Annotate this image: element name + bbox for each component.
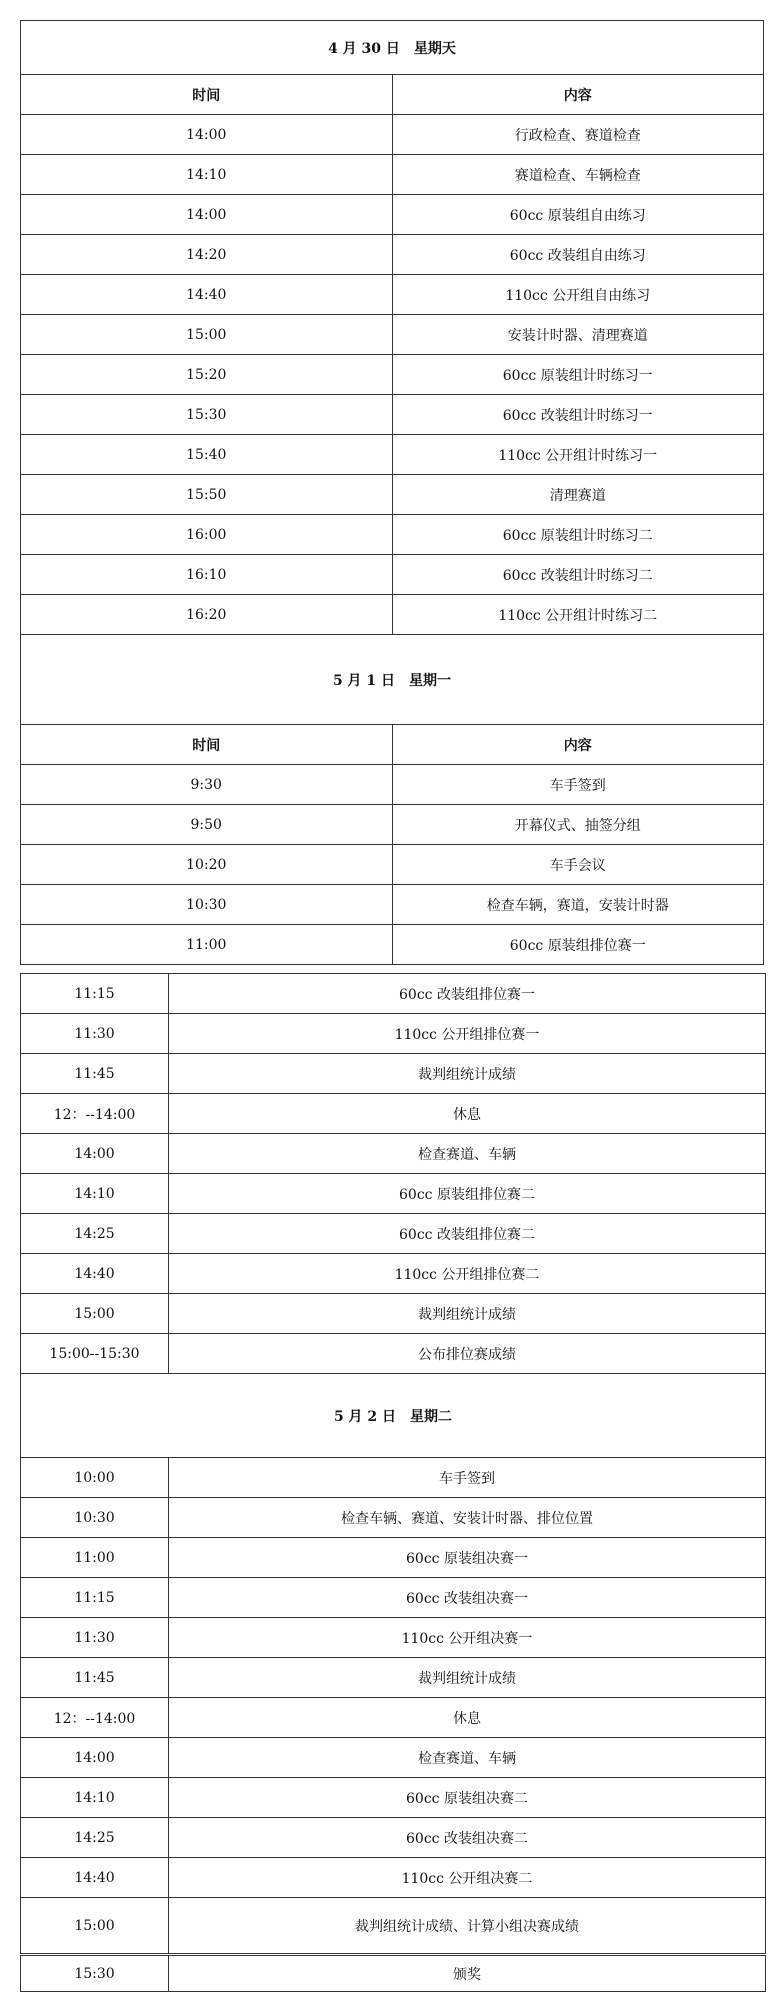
time-cell: 11:45	[21, 1658, 169, 1698]
table-row	[21, 235, 764, 275]
time-cell: 14:25	[21, 1818, 169, 1858]
content-cell: 60cc 原装组计时练习一	[392, 355, 764, 395]
time-cell: 14:10	[21, 1778, 169, 1818]
time-cell: 11:15	[21, 974, 169, 1014]
table-row	[21, 1334, 766, 1374]
table-row	[21, 885, 764, 925]
time-cell: 15:30	[21, 395, 393, 435]
time-cell: 15:40	[21, 435, 393, 475]
header-content: 内容	[392, 725, 764, 765]
table-row	[21, 1818, 766, 1858]
content-cell: 60cc 改装组排位赛一	[169, 974, 766, 1014]
time-cell: 11:45	[21, 1054, 169, 1094]
day-header-row	[21, 635, 764, 725]
time-cell: 14:00	[21, 115, 393, 155]
table-row	[21, 115, 764, 155]
table-row	[21, 1898, 766, 1954]
day-header-row	[21, 1374, 766, 1458]
content-cell: 检查车辆，赛道，安装计时器	[392, 885, 764, 925]
time-cell: 10:30	[21, 885, 393, 925]
content-cell: 110cc 公开组排位赛二	[169, 1254, 766, 1294]
day-title-may1: 5 月 1 日 星期一	[21, 635, 764, 725]
table-row	[21, 925, 764, 965]
table-row	[21, 195, 764, 235]
content-cell: 110cc 公开组决赛一	[169, 1618, 766, 1658]
time-cell: 10:30	[21, 1498, 169, 1538]
time-cell: 14:40	[21, 1858, 169, 1898]
table-row	[21, 275, 764, 315]
table-row	[21, 1498, 766, 1538]
table-row	[21, 1458, 766, 1498]
content-cell: 60cc 原装组自由练习	[392, 195, 764, 235]
table-row	[21, 315, 764, 355]
table-row	[21, 1134, 766, 1174]
content-cell: 休息	[169, 1094, 766, 1134]
content-cell: 公布排位赛成绩	[169, 1334, 766, 1374]
schedule-table-2	[20, 973, 766, 1954]
content-cell: 清理赛道	[392, 475, 764, 515]
header-time: 时间	[21, 75, 393, 115]
time-cell: 15:20	[21, 355, 393, 395]
content-cell: 60cc 原装组排位赛一	[392, 925, 764, 965]
content-cell: 裁判组统计成绩、计算小组决赛成绩	[169, 1898, 766, 1954]
table-row	[21, 155, 764, 195]
content-cell: 裁判组统计成绩	[169, 1658, 766, 1698]
time-cell: 15:30	[21, 1956, 169, 1992]
time-cell: 11:00	[21, 925, 393, 965]
time-cell: 11:15	[21, 1578, 169, 1618]
table-row	[21, 845, 764, 885]
time-cell: 14:40	[21, 1254, 169, 1294]
table-row	[21, 1538, 766, 1578]
time-cell: 15:00--15:30	[21, 1334, 169, 1374]
table-row	[21, 355, 764, 395]
time-cell: 14:25	[21, 1214, 169, 1254]
content-cell: 60cc 原装组排位赛二	[169, 1174, 766, 1214]
header-content: 内容	[392, 75, 764, 115]
table-row	[21, 765, 764, 805]
content-cell: 裁判组统计成绩	[169, 1294, 766, 1334]
time-cell: 15:00	[21, 1294, 169, 1334]
table-row	[21, 1858, 766, 1898]
day-header-row	[21, 21, 764, 75]
time-cell: 10:20	[21, 845, 393, 885]
content-cell: 60cc 改装组计时练习二	[392, 555, 764, 595]
content-cell: 110cc 公开组决赛二	[169, 1858, 766, 1898]
schedule-table-1	[20, 20, 764, 965]
table-row	[21, 1294, 766, 1334]
column-header-row	[21, 75, 764, 115]
time-cell: 16:00	[21, 515, 393, 555]
time-cell: 14:10	[21, 1174, 169, 1214]
table-row	[21, 595, 764, 635]
table-row	[21, 1698, 766, 1738]
table-row	[21, 555, 764, 595]
table-row	[21, 1738, 766, 1778]
table-row	[21, 1254, 766, 1294]
table-row	[21, 974, 766, 1014]
time-cell: 16:20	[21, 595, 393, 635]
table-row	[21, 1174, 766, 1214]
table-row	[21, 1014, 766, 1054]
table-row	[21, 1658, 766, 1698]
content-cell: 60cc 原装组决赛二	[169, 1778, 766, 1818]
table-row	[21, 515, 764, 555]
content-cell: 安装计时器、清理赛道	[392, 315, 764, 355]
content-cell: 颁奖	[169, 1956, 766, 1992]
content-cell: 休息	[169, 1698, 766, 1738]
time-cell: 9:30	[21, 765, 393, 805]
time-cell: 14:10	[21, 155, 393, 195]
table-row	[21, 395, 764, 435]
time-cell: 14:00	[21, 1134, 169, 1174]
time-cell: 15:00	[21, 1898, 169, 1954]
table-row	[21, 1578, 766, 1618]
content-cell: 60cc 改装组决赛二	[169, 1818, 766, 1858]
table-row	[21, 805, 764, 845]
table-row	[21, 1094, 766, 1134]
content-cell: 检查赛道、车辆	[169, 1738, 766, 1778]
content-cell: 检查赛道、车辆	[169, 1134, 766, 1174]
content-cell: 60cc 改装组决赛一	[169, 1578, 766, 1618]
table-row	[21, 1054, 766, 1094]
content-cell: 110cc 公开组排位赛一	[169, 1014, 766, 1054]
time-cell: 15:00	[21, 315, 393, 355]
content-cell: 车手签到	[169, 1458, 766, 1498]
time-cell: 10:00	[21, 1458, 169, 1498]
time-cell: 14:00	[21, 1738, 169, 1778]
time-cell: 15:50	[21, 475, 393, 515]
schedule-table-3	[20, 1955, 766, 1992]
table-row	[21, 1956, 766, 1992]
table-row	[21, 435, 764, 475]
table-row	[21, 475, 764, 515]
content-cell: 60cc 改装组排位赛二	[169, 1214, 766, 1254]
content-cell: 110cc 公开组计时练习一	[392, 435, 764, 475]
content-cell: 60cc 原装组决赛一	[169, 1538, 766, 1578]
content-cell: 检查车辆、赛道、安装计时器、排位位置	[169, 1498, 766, 1538]
time-cell: 11:30	[21, 1014, 169, 1054]
time-cell: 12：--14:00	[21, 1698, 169, 1738]
day-title-may2: 5 月 2 日 星期二	[21, 1374, 766, 1458]
time-cell: 11:00	[21, 1538, 169, 1578]
time-cell: 16:10	[21, 555, 393, 595]
content-cell: 60cc 改装组计时练习一	[392, 395, 764, 435]
time-cell: 9:50	[21, 805, 393, 845]
content-cell: 车手会议	[392, 845, 764, 885]
time-cell: 12：--14:00	[21, 1094, 169, 1134]
content-cell: 赛道检查、车辆检查	[392, 155, 764, 195]
header-time: 时间	[21, 725, 393, 765]
content-cell: 60cc 原装组计时练习二	[392, 515, 764, 555]
day-title-apr30: 4 月 30 日 星期天	[21, 21, 764, 75]
content-cell: 110cc 公开组计时练习二	[392, 595, 764, 635]
content-cell: 裁判组统计成绩	[169, 1054, 766, 1094]
time-cell: 14:40	[21, 275, 393, 315]
time-cell: 14:00	[21, 195, 393, 235]
time-cell: 11:30	[21, 1618, 169, 1658]
content-cell: 110cc 公开组自由练习	[392, 275, 764, 315]
table-row	[21, 1618, 766, 1658]
table-row	[21, 1214, 766, 1254]
content-cell: 车手签到	[392, 765, 764, 805]
column-header-row	[21, 725, 764, 765]
time-cell: 14:20	[21, 235, 393, 275]
content-cell: 行政检查、赛道检查	[392, 115, 764, 155]
content-cell: 开幕仪式、抽签分组	[392, 805, 764, 845]
content-cell: 60cc 改装组自由练习	[392, 235, 764, 275]
table-row	[21, 1778, 766, 1818]
